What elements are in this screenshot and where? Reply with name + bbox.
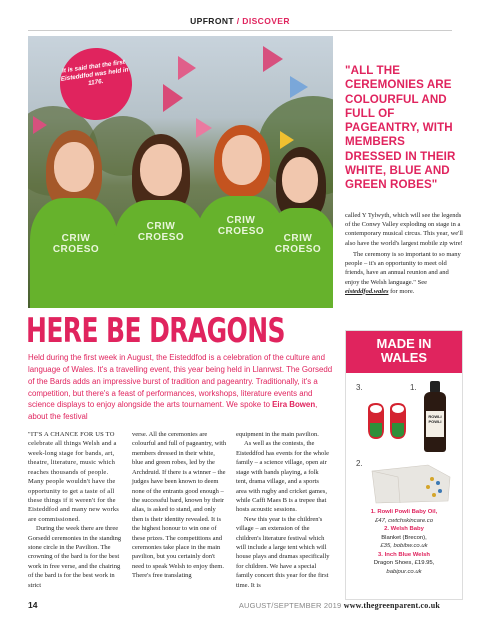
body-column-2 <box>132 430 227 581</box>
person-2 <box>114 128 206 308</box>
interviewee-name: Eira Bowen <box>272 400 316 410</box>
person-4 <box>266 143 333 308</box>
dragon-shoes-image <box>364 399 412 443</box>
page-number: 14 <box>28 600 38 610</box>
fact-badge: It is said that the first Eisteddfod was held in 1176. <box>55 43 136 124</box>
section-name: UPFRONT <box>190 16 234 26</box>
shirt-print: CRIW CROESO <box>52 233 100 255</box>
body-paragraph: called Y Tylwyth, which will see the legends of the Conwy Valley exploding on stage in a contemporary musical circus. This year, we'll also have the world's largest mobile zip wire! <box>345 212 463 247</box>
product-number-2: 2. <box>356 459 363 468</box>
body-paragraph: New this year is the children's village – an extension of the children's literature festival which will include a large tent which will house plays and dramas specifically for children. We have a special family concert this year for the first time. It is <box>236 515 330 589</box>
header-divider <box>28 30 452 31</box>
welsh-blanket-image <box>368 463 454 505</box>
article-standfirst: Held during the first week in August, the Eisteddfod is a celebration of the culture and language of Wales. It's a travelling event, this year being held in Llanrwst. The Gorsedd of the Bards adds an impressive burst of tradition and pageantry. Traditionally, it's a competition, but there's a feast of performances, workshops, literature events and science displays to enjoy alongside the arts tournament. We spoke to Eira Bowen, about the festival <box>28 353 333 422</box>
subsection-name: DISCOVER <box>242 16 290 26</box>
pull-quote: "ALL THE CEREMONIES ARE COLOURFUL AND FULL OF PAGEANTRY, WITH MEMBERS DRESSED IN THEIR WHITE, BLUE AND GREEN ROBES" <box>345 64 456 191</box>
website-link[interactable]: eisteddfod.wales <box>345 287 389 295</box>
made-in-wales-caption: 1. Rowli Powli Baby Oil, £47, cwtchskincare.co 2. Welsh Baby Blanket (Brecon), £35, bobibw.co.uk 3. Inch Blue Welsh Dragon Shoes, £19.95, babipur.co.uk <box>370 509 438 575</box>
shirt-print: CRIW CROESO <box>137 221 185 243</box>
product-number-3: 3. <box>356 383 363 392</box>
section-separator: / <box>233 16 243 26</box>
made-in-wales-title: MADE IN WALES <box>346 331 462 373</box>
shirt-print: CRIW CROESO <box>217 215 265 237</box>
person-1 <box>30 128 118 308</box>
body-paragraph: "IT'S A CHANCE FOR US TO celebrate all things Welsh and a week-long stage for bands, art, theatre, literature, music which reaches thousands of people. Many people wouldn't have the opportunity to get a taste of all these things if it weren't for the Eisteddfod and many new works are commissioned. <box>28 431 120 523</box>
body-paragraph: The ceremony is so important to so many people – it's an opportunity to meet old friends, have an annual reunion and and enjoy the Welsh language." See eisteddfod.wales for more. <box>345 250 461 295</box>
body-paragraph: verse. All the ceremonies are colourful and full of pageantry, with members dressed in their white, blue and green robes, led by the Archdruid. If there is a winner – the judges have been known to deem none of the entrants good enough – the successful bard, known by their alias, is asked to stand, and only then is their identity revealed. It is the highest honour to win one of these prizes. The competitions and ceremonies take place in the main pavilion, but you certainly don't need to speak Welsh to enjoy them. There's free translating <box>132 431 227 580</box>
right-column-text <box>345 211 463 298</box>
footer-website-link[interactable]: www.thegreenparent.co.uk <box>343 601 440 610</box>
body-column-3 <box>236 430 331 590</box>
baby-oil-bottle-image <box>420 381 450 453</box>
body-column-1 <box>28 430 123 590</box>
footer-issue: AUGUST/SEPTEMBER 2019 www.thegreenparent.co.uk <box>238 601 440 610</box>
article-headline: HERE BE DRAGONS <box>26 311 285 351</box>
product-number-1: 1. <box>410 383 417 392</box>
body-paragraph: equipment in the main pavilion. <box>236 431 319 438</box>
section-header <box>0 16 480 26</box>
bottle-label: ROWLI POWLI <box>426 411 444 437</box>
shirt-print: CRIW CROESO <box>274 233 322 255</box>
body-paragraph: As well as the contests, the Eisteddfod has events for the whole family – a science village, open air stage with bands playing, a folk tent, drama village, and a sports area with rugby and cricket games, while Caffi Maes B is a trepee that hosts acoustic sessions. <box>236 440 329 514</box>
body-paragraph: During the week there are three Gorsedd ceremonies in the standing stone circle in the Pavilion. The crowning of the bard is for the best work in free verse, and the chairing of the bard is for the best work in strict <box>28 525 122 589</box>
